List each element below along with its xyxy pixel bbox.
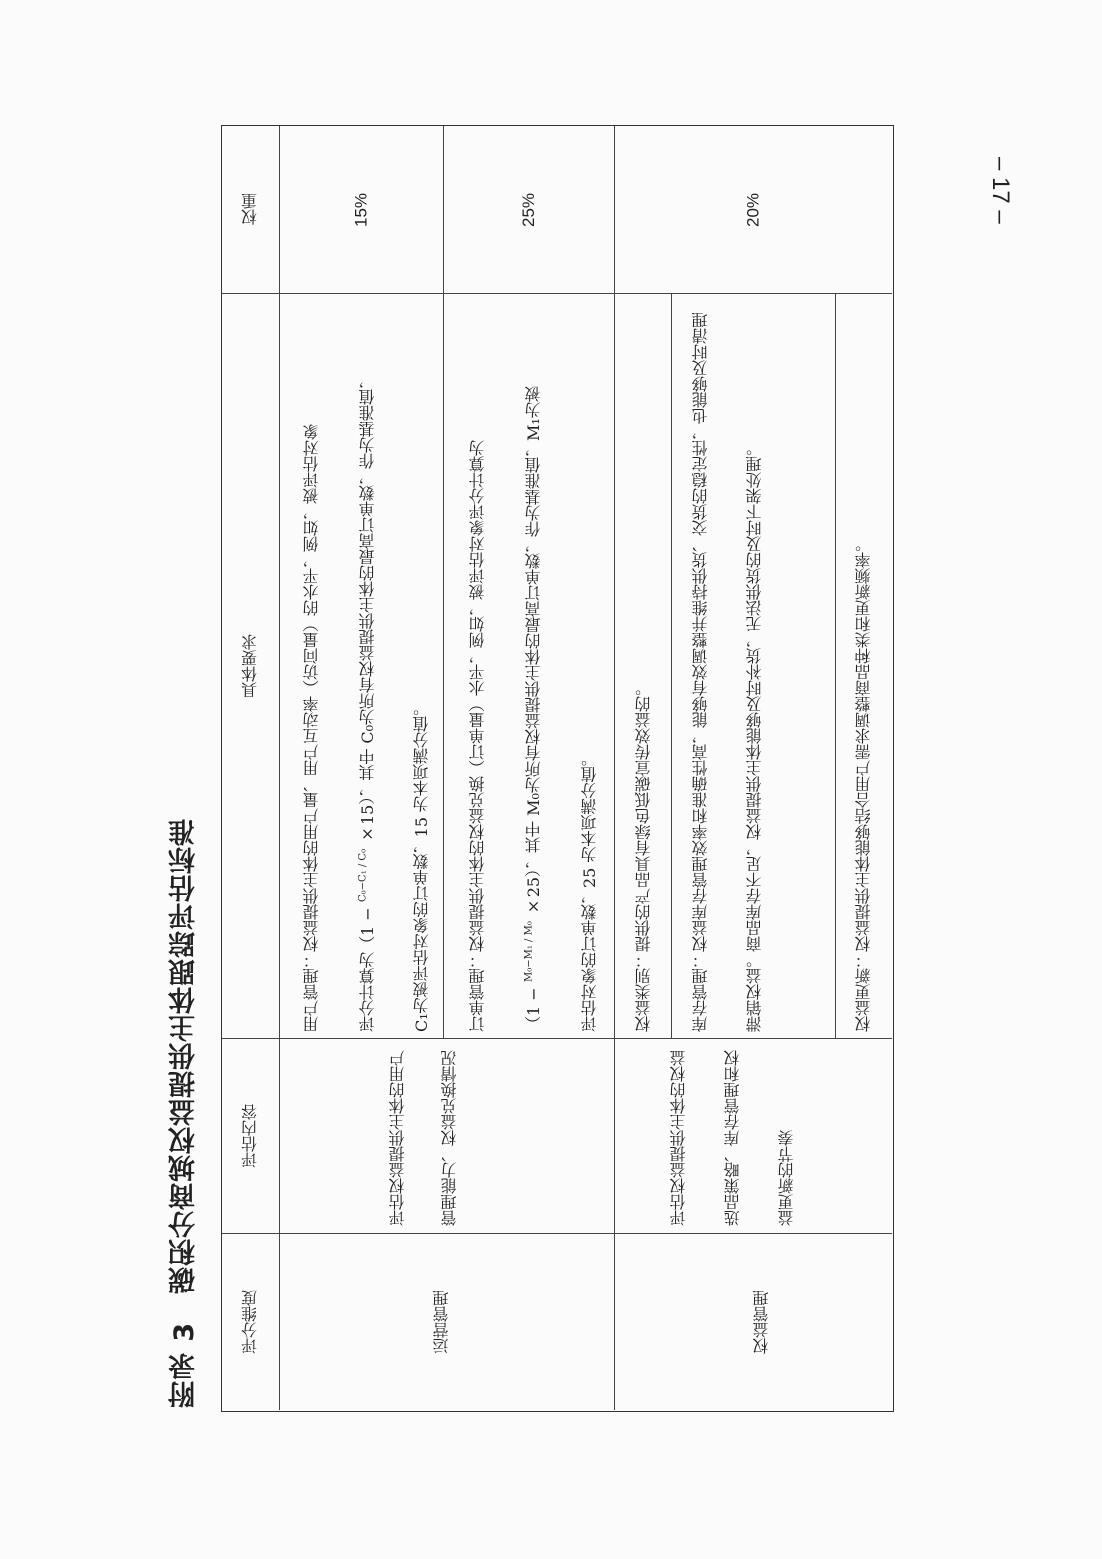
divider-req-weight [222,293,892,294]
divider-row1-row2 [614,126,615,1410]
row1-content: 评估权益提供主体的用户管理能力、权益兑换情况 [388,1050,459,1226]
row1-item2-line2-post: ×25），其中 M₀为所有权益提供主体的最高订单数，作为基准值，M₁为被 [524,386,543,917]
header-requirement: 具体要求 [240,634,260,698]
divider-content-req [222,1038,892,1039]
row1-item2-fraction: M₀−M₁ / M₀ [523,921,535,983]
row2-item3: 权益更新：权益提供主体能够结合用户需求调整商品种类和更新频率。 [854,536,873,1032]
row1-item1-fraction: C₀−C₁ / C₀ [357,849,369,903]
header-dimension: 评分维度 [240,1290,260,1354]
row1-item1-line2 [348,304,388,1032]
page-title: 附录 3 碳积分商城权益提供主体跟踪评估标准 [169,817,200,1408]
divider-dim-content [222,1233,892,1234]
row1-item2-line3: 评估对象的订单数，25 为本项满分值。 [580,750,599,1032]
row2-item1: 权益类别：提供的产品具有绿色低碳宣传效益的。 [634,680,653,1032]
row1-item1-line2-pre: 评分计算为（1 − [358,907,377,1032]
row1-dimension: 运营管理 [432,1290,451,1354]
row2-dimension: 权益管理 [752,1290,771,1354]
divider-row2-sub1 [671,293,672,1039]
evaluation-table [221,125,894,1412]
divider-header [279,126,280,1410]
header-content: 评估内容 [240,1104,260,1168]
row1-item1-line3: C₁为被评估对象的订单数，15 为本项满分值。 [412,699,431,1032]
row1-weight1: 15% [351,192,371,227]
row2-content: 评估权益提供主体的权益选品策略、库存管理和权益更新的节奏 [669,1050,796,1226]
header-weight: 权重 [240,193,260,226]
row1-item1-line1: 用户管理：权益提供主体的用户量、用户互动率（访问量）的水平，例如，被评估对象 [302,424,321,1032]
row1-item1-line2-post: ×15），其中 C₀为所有权益提供主体的最高订单数，作为基准值， [358,372,377,845]
row1-weight2: 25% [519,192,538,227]
page-number: – 17 – [987,156,1014,224]
row2-item2: 库存管理：权益库存管理效率和准确性高，能够有效调整并维持供货、交货的稳定性，也能够及时清理滞销权益。商品库存不足，权益提供主体能够及时补货，无法供货的及时下架处理。 [691,312,764,1032]
row1-item2-line2 [514,304,554,1032]
divider-row2-sub2 [835,293,836,1039]
row1-item2-line1: 订单管理：权益提供主体的权益兑换（订单量）水平，例如，被评估对象评分计算为 [468,440,487,1032]
row1-item2-line2-pre: （1 − [524,987,543,1032]
row2-weight1: 20% [743,192,763,227]
